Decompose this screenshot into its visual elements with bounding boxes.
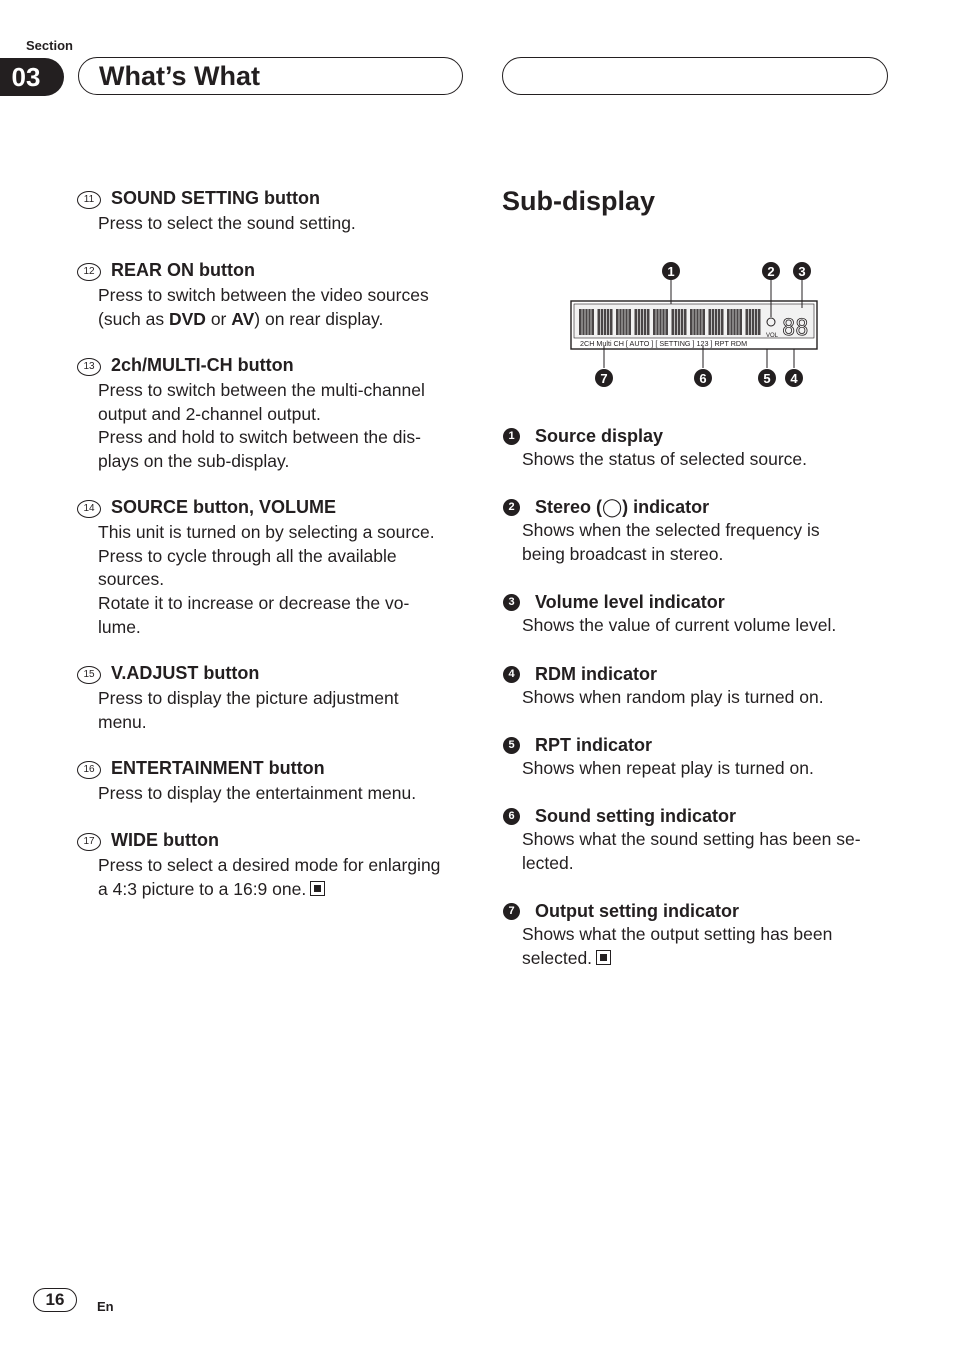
item-text: Press to cycle through all the available [98, 545, 397, 566]
item-text: a 4:3 picture to a 16:9 one. [98, 878, 307, 899]
list-item [503, 495, 893, 566]
subsection-title: Sub-display [502, 186, 656, 216]
lcd-character-cell [709, 309, 724, 335]
item-text: (such as DVD or AV) on rear display. [98, 308, 384, 329]
item-number: 2 [503, 499, 520, 516]
lcd-character-cell [653, 309, 668, 335]
lcd-character-cell [635, 309, 650, 335]
volume-digits: 88 [782, 316, 809, 341]
list-item [79, 663, 469, 734]
list-item [503, 899, 893, 970]
vol-label: VOL [766, 333, 779, 339]
callout-5-label: 5 [763, 371, 771, 386]
lcd-character-cell [616, 309, 631, 335]
item-text: Press to switch between the video sources [98, 285, 429, 305]
item-title: Stereo (◯) indicator [535, 496, 710, 517]
item-text: lected. [522, 852, 574, 873]
item-number: 13 [77, 358, 101, 376]
list-item [503, 590, 893, 638]
lcd-character-cell [672, 309, 687, 335]
callout-6-label: 6 [699, 371, 707, 386]
item-number: 6 [503, 808, 520, 825]
item-number: 16 [77, 761, 101, 779]
item-title: Sound setting indicator [535, 805, 736, 826]
list-item [503, 662, 893, 710]
callout-1-label: 1 [667, 264, 675, 279]
language-label: En [97, 1299, 114, 1314]
item-text: Shows when repeat play is turned on. [522, 758, 814, 778]
item-title: REAR ON button [111, 260, 255, 280]
item-text: This unit is turned on by selecting a source. [98, 522, 435, 542]
lcd-bottom-text: 2CH Multi CH [ AUTO ] [ SETTING ] 123 ] RPT RDM [580, 339, 748, 348]
item-title: Volume level indicator [535, 591, 725, 612]
page-number: 16 [33, 1288, 77, 1312]
item-text: sources. [98, 569, 165, 590]
item-number: 12 [77, 263, 101, 281]
item-title: WIDE button [111, 830, 219, 850]
header-empty-pill [502, 57, 888, 95]
section-label: Section [26, 38, 73, 53]
item-text: Press and hold to switch between the dis- [98, 427, 421, 448]
item-number: 17 [77, 833, 101, 851]
item-number: 7 [503, 903, 520, 920]
list-item [79, 758, 469, 806]
item-number: 4 [503, 666, 520, 683]
item-text: Press to display the entertainment menu. [98, 783, 417, 803]
item-number: 5 [503, 737, 520, 754]
item-text: Shows the value of current volume level. [522, 615, 837, 635]
item-title: Output setting indicator [535, 900, 739, 921]
item-text: Shows what the sound setting has been se- [522, 829, 861, 849]
item-text: plays on the sub-display. [98, 451, 290, 472]
item-text: selected. [522, 947, 593, 968]
page-title: What’s What [78, 57, 463, 95]
item-text: Press to select the sound setting. [98, 213, 356, 233]
list-item [503, 733, 893, 781]
list-item [503, 804, 893, 875]
lcd-character-cell [727, 309, 742, 335]
lcd-character-cell [579, 309, 594, 335]
list-item [503, 424, 893, 472]
item-title: RDM indicator [535, 663, 658, 684]
sub-display-diagram [560, 258, 830, 394]
item-number: 3 [503, 594, 520, 611]
item-text: Shows what the output setting has been [522, 924, 833, 944]
item-text: Press to display the picture adjustment [98, 688, 399, 708]
end-mark-icon [596, 950, 611, 965]
callout-2-label: 2 [767, 264, 775, 279]
item-number: 15 [77, 666, 101, 684]
item-title: V.ADJUST button [111, 663, 260, 683]
item-text: being broadcast in stereo. [522, 543, 724, 564]
item-text: output and 2-channel output. [98, 403, 321, 424]
item-title: RPT indicator [535, 734, 653, 755]
item-title: 2ch/MULTI-CH button [111, 355, 294, 375]
item-title: Source display [535, 425, 664, 446]
item-text: menu. [98, 711, 147, 732]
lcd-character-cell [598, 309, 613, 335]
callout-7-label: 7 [600, 371, 608, 386]
item-title: SOURCE button, VOLUME [111, 497, 336, 517]
item-text: Rotate it to increase or decrease the vo- [98, 593, 410, 614]
item-text: Shows the status of selected source. [522, 449, 808, 469]
item-text: Shows when random play is turned on. [522, 687, 824, 707]
lcd-character-cell [746, 309, 761, 335]
item-number: 11 [77, 191, 101, 209]
list-item [79, 497, 469, 640]
item-title: ENTERTAINMENT button [111, 758, 325, 778]
list-item [79, 355, 469, 474]
lcd-character-cell [690, 309, 705, 335]
callout-4-label: 4 [790, 371, 798, 386]
item-text: lume. [98, 616, 141, 637]
item-text: Shows when the selected frequency is [522, 520, 820, 540]
item-number: 14 [77, 500, 101, 518]
list-item [79, 260, 469, 331]
item-text: Press to switch between the multi-channel [98, 380, 425, 400]
callout-3-label: 3 [798, 264, 806, 279]
section-number-badge: 03 [0, 58, 64, 96]
end-mark-icon [310, 881, 325, 896]
item-number: 1 [503, 428, 520, 445]
list-item [79, 188, 469, 236]
item-text: Press to select a desired mode for enlarging [98, 855, 441, 875]
list-item [79, 830, 469, 901]
item-title: SOUND SETTING button [111, 188, 320, 208]
